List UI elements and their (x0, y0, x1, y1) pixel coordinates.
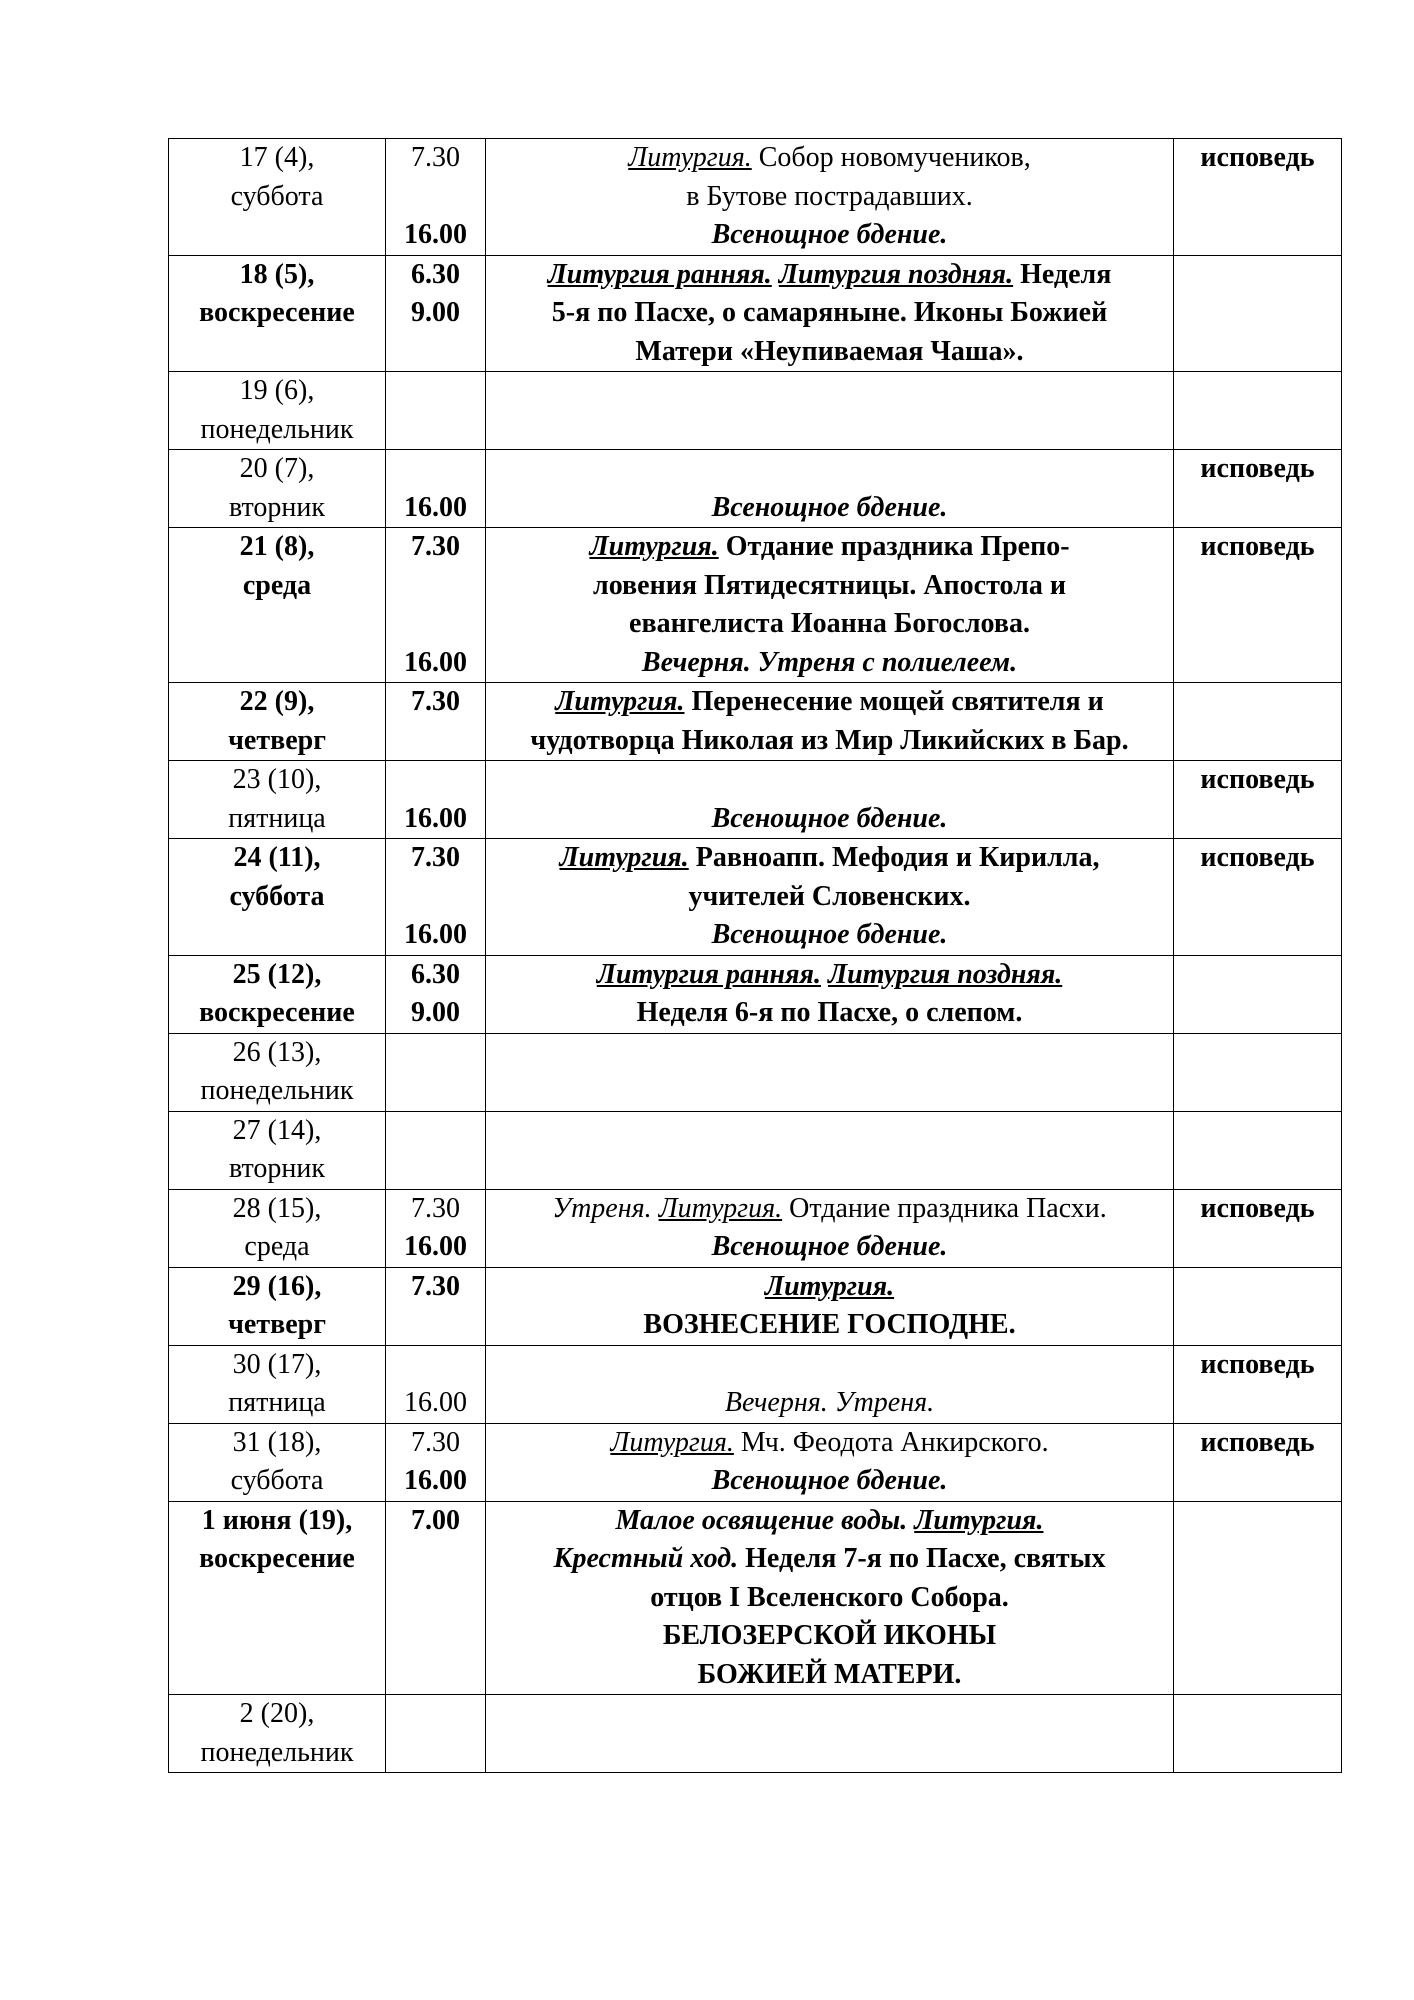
service-text: Всенощное бдение. (711, 802, 948, 834)
service-text: Литургия. (559, 842, 689, 873)
date-cell (169, 839, 386, 956)
schedule-table (168, 138, 1342, 1773)
service-text: чудотворца Николая из Мир Ликийских в Бар. (530, 724, 1129, 756)
confession-label: исповедь (1200, 1348, 1315, 1380)
service-line (490, 489, 1169, 528)
service-text: БЕЛОЗЕРСКОЙ ИКОНЫ (662, 1620, 997, 1651)
service-text: Литургия. (555, 686, 685, 717)
schedule-row (169, 1695, 1342, 1773)
service-text: Матери «Неупиваемая Чаша». (635, 335, 1024, 367)
date-line: суббота (229, 880, 325, 912)
date-line: 30 (17), (232, 1348, 322, 1380)
service-cell (486, 450, 1174, 528)
service-text: Литургия поздняя. (827, 958, 1063, 990)
confession-label: исповедь (1200, 1192, 1315, 1224)
confession-cell (1174, 1111, 1342, 1189)
confession-cell (1174, 255, 1342, 372)
service-line (490, 956, 1169, 995)
service-line (490, 256, 1169, 295)
confession-cell (1174, 528, 1342, 683)
time-line (390, 178, 481, 217)
date-line: 29 (16), (232, 1270, 322, 1302)
service-text: Отдание праздника Пасхи. (782, 1192, 1107, 1224)
date-line: 17 (4), (239, 142, 315, 173)
service-line (490, 1190, 1169, 1229)
confession-cell (1174, 450, 1342, 528)
schedule-row (169, 1111, 1342, 1189)
time-line: 7.30 (411, 142, 460, 173)
date-line: вторник (229, 491, 325, 523)
schedule-row (169, 1423, 1342, 1501)
service-text (652, 1193, 659, 1224)
service-line (490, 761, 1169, 800)
time-line: 16.00 (404, 1387, 467, 1418)
time-line: 16.00 (404, 802, 467, 834)
time-line: 16.00 (404, 646, 467, 678)
confession-cell (1174, 1189, 1342, 1267)
time-line (390, 761, 481, 800)
date-cell (169, 1501, 386, 1695)
time-cell (386, 839, 486, 956)
date-cell (169, 1267, 386, 1345)
service-line (490, 1306, 1169, 1345)
time-cell (386, 761, 486, 839)
service-line (490, 1617, 1169, 1656)
date-cell (169, 1695, 386, 1773)
service-text: Всенощное бдение. (711, 491, 948, 523)
date-line: понедельник (200, 1736, 354, 1768)
service-text: БОЖИЕЙ МАТЕРИ. (697, 1658, 962, 1690)
service-text: в Бутове пострадавших. (686, 180, 973, 212)
service-line (490, 139, 1169, 178)
service-text: Крестный ход. (553, 1543, 739, 1574)
service-text: Равноапп. Мефодия и Кирилла, (688, 842, 1100, 873)
service-text: Литургия. (589, 531, 719, 562)
service-cell (486, 955, 1174, 1033)
service-line (490, 1268, 1169, 1307)
service-line (490, 878, 1169, 917)
schedule-row (169, 372, 1342, 450)
service-text: Неделя 7-я по Пасхе, святых (738, 1543, 1106, 1574)
service-cell (486, 1423, 1174, 1501)
service-text: Всенощное бдение. (711, 1465, 948, 1496)
date-line: 18 (5), (239, 258, 315, 290)
date-line: пятница (228, 802, 326, 834)
service-line (490, 839, 1169, 878)
date-cell (169, 528, 386, 683)
date-line: 24 (11), (233, 842, 321, 873)
confession-cell (1174, 839, 1342, 956)
time-line: 16.00 (404, 1231, 467, 1262)
date-line: пятница (228, 1387, 326, 1418)
service-line (490, 800, 1169, 839)
service-cell (486, 528, 1174, 683)
service-cell (486, 1189, 1174, 1267)
date-cell (169, 761, 386, 839)
service-line (490, 450, 1169, 489)
date-cell (169, 255, 386, 372)
date-line: четверг (228, 1309, 326, 1340)
schedule-row (169, 839, 1342, 956)
service-cell (486, 761, 1174, 839)
time-cell (386, 1423, 486, 1501)
service-line (490, 644, 1169, 683)
service-cell (486, 1501, 1174, 1695)
date-line: воскресение (199, 297, 355, 328)
schedule-row (169, 450, 1342, 528)
confession-cell (1174, 1423, 1342, 1501)
service-line (490, 605, 1169, 644)
service-cell (486, 139, 1174, 256)
service-line (490, 994, 1169, 1033)
service-line (490, 567, 1169, 606)
service-line (490, 1424, 1169, 1463)
confession-cell (1174, 683, 1342, 761)
date-line: воскресение (199, 997, 355, 1028)
service-text: Всенощное бдение. (711, 219, 948, 250)
date-cell (169, 1345, 386, 1423)
date-line: среда (244, 1231, 310, 1262)
date-line: 27 (14), (232, 1114, 322, 1146)
schedule-row (169, 1345, 1342, 1423)
confession-label: исповедь (1200, 764, 1315, 795)
confession-label: исповедь (1200, 842, 1315, 873)
service-cell (486, 1111, 1174, 1189)
service-cell (486, 1695, 1174, 1773)
service-text: Перенесение мощей святителя и (684, 686, 1104, 717)
confession-cell (1174, 372, 1342, 450)
date-line: 2 (20), (239, 1698, 315, 1729)
date-line: 21 (8), (239, 531, 315, 562)
date-line: суббота (230, 1465, 324, 1496)
service-text: евангелиста Иоанна Богослова. (629, 608, 1030, 639)
service-line (490, 528, 1169, 567)
time-line (390, 450, 481, 489)
service-line (490, 683, 1169, 722)
service-cell (486, 839, 1174, 956)
time-line: 9.00 (411, 997, 460, 1028)
service-text: Литургия ранняя. (547, 258, 772, 290)
confession-label: исповедь (1200, 1426, 1315, 1458)
confession-cell (1174, 1501, 1342, 1695)
confession-label: исповедь (1200, 453, 1315, 484)
date-cell (169, 955, 386, 1033)
time-line: 7.30 (411, 531, 460, 562)
time-cell (386, 955, 486, 1033)
schedule-row (169, 761, 1342, 839)
service-cell (486, 1033, 1174, 1111)
date-line: 19 (6), (239, 375, 315, 406)
date-line: воскресение (199, 1543, 355, 1574)
confession-cell (1174, 761, 1342, 839)
schedule-row (169, 1189, 1342, 1267)
service-text: Мч. Феодота Анкирского. (733, 1426, 1049, 1458)
service-text (772, 259, 779, 290)
date-line: 26 (13), (232, 1036, 322, 1068)
service-text: ловения Пятидесятницы. Апостола и (593, 569, 1066, 601)
time-line (390, 567, 481, 606)
time-cell (386, 1345, 486, 1423)
service-cell (486, 683, 1174, 761)
time-line: 7.30 (411, 842, 460, 873)
time-cell (386, 1267, 486, 1345)
service-text: отцов I Вселенского Собора. (650, 1581, 1009, 1613)
date-cell (169, 1111, 386, 1189)
time-line: 16.00 (404, 919, 467, 950)
date-line: 20 (7), (239, 453, 315, 484)
service-line (490, 1579, 1169, 1618)
time-cell (386, 1189, 486, 1267)
date-cell (169, 683, 386, 761)
date-line: 25 (12), (232, 958, 322, 990)
confession-cell (1174, 139, 1342, 256)
date-cell (169, 1423, 386, 1501)
schedule-row (169, 1033, 1342, 1111)
service-text: Всенощное бдение. (711, 1231, 948, 1262)
date-line: четверг (228, 724, 326, 756)
service-text: Литургия. (658, 1192, 783, 1224)
service-text: Вечерня. Утреня. (724, 1387, 935, 1418)
time-cell (386, 528, 486, 683)
schedule-row (169, 1267, 1342, 1345)
service-text: Малое освящение воды. (615, 1504, 908, 1536)
time-line (390, 878, 481, 917)
service-text: Литургия. (610, 1426, 734, 1458)
time-cell (386, 1033, 486, 1111)
date-line: суббота (230, 180, 324, 212)
time-line: 16.00 (404, 1465, 467, 1496)
time-line: 7.30 (411, 1270, 460, 1302)
confession-cell (1174, 955, 1342, 1033)
time-cell (386, 372, 486, 450)
schedule-row (169, 1501, 1342, 1695)
service-line (490, 216, 1169, 255)
time-cell (386, 139, 486, 256)
date-line: понедельник (200, 413, 354, 445)
time-line: 7.30 (411, 1192, 460, 1224)
schedule-row (169, 683, 1342, 761)
time-line: 7.00 (411, 1504, 460, 1536)
date-line: 22 (9), (239, 686, 315, 717)
confession-label: исповедь (1200, 142, 1315, 173)
time-line: 16.00 (404, 219, 467, 250)
service-text: Отдание праздника Препо- (718, 531, 1070, 562)
time-line: 16.00 (404, 491, 467, 523)
service-cell (486, 1267, 1174, 1345)
date-line: 28 (15), (232, 1192, 322, 1224)
service-cell (486, 1345, 1174, 1423)
service-text: Неделя 6-я по Пасхе, о слепом. (636, 997, 1023, 1028)
service-line (490, 333, 1169, 372)
service-line (490, 1228, 1169, 1267)
service-line (490, 722, 1169, 761)
date-line: 23 (10), (232, 764, 322, 795)
service-cell (486, 255, 1174, 372)
time-line: 6.30 (411, 958, 460, 990)
time-line: 9.00 (411, 297, 460, 328)
service-text: 5-я по Пасхе, о самаряныне. Иконы Божией (551, 297, 1108, 328)
confession-cell (1174, 1033, 1342, 1111)
schedule-row (169, 255, 1342, 372)
time-line: 7.30 (411, 1426, 460, 1458)
service-line (490, 1462, 1169, 1501)
service-text: Литургия поздняя. (778, 258, 1014, 290)
service-line (490, 1540, 1169, 1579)
service-text: Литургия. (914, 1504, 1044, 1536)
confession-cell (1174, 1267, 1342, 1345)
service-text (821, 959, 828, 990)
time-line: 6.30 (411, 258, 460, 290)
service-line (490, 1502, 1169, 1541)
date-line: среда (242, 569, 312, 601)
schedule-row (169, 528, 1342, 683)
time-cell (386, 683, 486, 761)
service-line (490, 178, 1169, 217)
schedule-row (169, 139, 1342, 256)
time-cell (386, 1695, 486, 1773)
confession-cell (1174, 1345, 1342, 1423)
date-cell (169, 1033, 386, 1111)
service-text: Вечерня. Утреня с полиелеем. (641, 646, 1018, 678)
service-line (490, 916, 1169, 955)
time-line: 7.30 (411, 686, 460, 717)
service-text: Собор новомучеников, (751, 142, 1031, 173)
service-line (490, 294, 1169, 333)
date-cell (169, 139, 386, 256)
service-text: Утреня. (552, 1192, 652, 1224)
service-text: Неделя (1013, 258, 1112, 290)
time-cell (386, 1111, 486, 1189)
date-line: вторник (229, 1153, 325, 1184)
time-line (390, 1346, 481, 1385)
confession-cell (1174, 1695, 1342, 1773)
confession-label: исповедь (1200, 531, 1315, 562)
service-cell (486, 372, 1174, 450)
service-text: учителей Словенских. (688, 880, 971, 912)
service-line (490, 1346, 1169, 1385)
time-cell (386, 1501, 486, 1695)
date-line: понедельник (200, 1075, 354, 1106)
date-line: 1 июня (19), (201, 1504, 353, 1536)
service-line (490, 1384, 1169, 1423)
service-text: Литургия. (764, 1270, 895, 1302)
date-line: 31 (18), (232, 1426, 322, 1458)
service-text: ВОЗНЕСЕНИЕ ГОСПОДНЕ. (643, 1309, 1016, 1340)
time-cell (386, 255, 486, 372)
date-cell (169, 1189, 386, 1267)
service-text: Литургия. (628, 142, 752, 173)
service-line (490, 1656, 1169, 1695)
date-cell (169, 450, 386, 528)
time-line (390, 605, 481, 644)
schedule-row (169, 955, 1342, 1033)
service-text: Всенощное бдение. (711, 919, 948, 950)
service-text: Литургия ранняя. (596, 958, 821, 990)
date-cell (169, 372, 386, 450)
schedule-body (169, 139, 1342, 1773)
time-cell (386, 450, 486, 528)
